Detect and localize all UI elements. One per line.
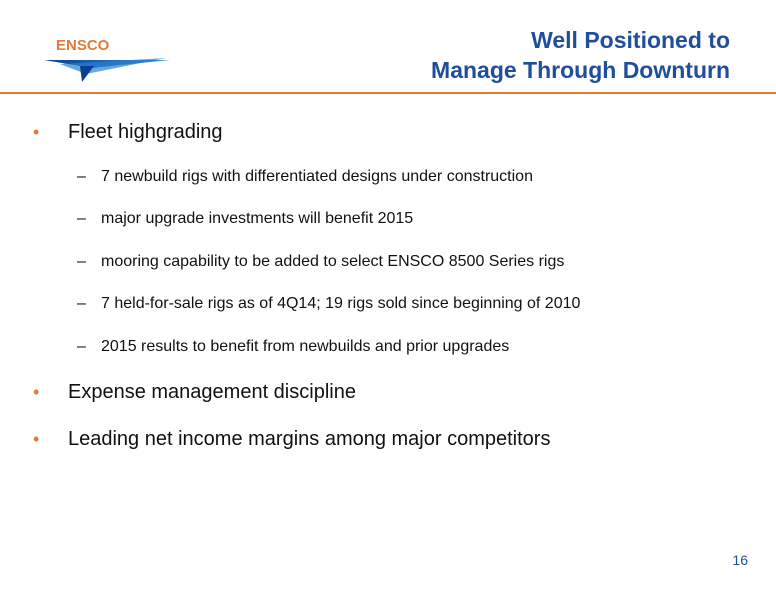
bullet-text: Leading net income margins among major competitors [68, 428, 551, 450]
bullet-item [33, 121, 223, 144]
bullet-item [33, 428, 550, 451]
bullet-marker: • [33, 122, 40, 142]
bullet-text: Expense management discipline [68, 381, 356, 403]
title-line-1: Well Positioned to [531, 27, 730, 53]
sub-bullet-item [77, 168, 533, 186]
title-line-2: Manage Through Downturn [431, 57, 730, 83]
sub-bullet-text: 2015 results to benefit from newbuilds and prior upgrades [101, 338, 510, 355]
dash-marker: – [77, 295, 86, 312]
sub-bullet-text: major upgrade investments will benefit 2015 [101, 210, 414, 227]
bullet-marker: • [33, 429, 40, 449]
sub-bullet-item [77, 338, 509, 356]
sub-bullet-item [77, 253, 564, 271]
dash-marker: – [77, 210, 86, 227]
bullet-item [33, 381, 356, 404]
slide-title [431, 25, 730, 85]
sub-bullet-text: 7 held-for-sale rigs as of 4Q14; 19 rigs sold since beginning of 2010 [101, 295, 581, 312]
ensco-logo [40, 24, 180, 86]
ensco-logo-mark [40, 24, 180, 86]
bullet-text: Fleet highgrading [68, 121, 223, 143]
logo-text: ENSCO [56, 37, 110, 54]
sub-bullet-item [77, 295, 580, 313]
dash-marker: – [77, 168, 86, 185]
sub-bullet-text: 7 newbuild rigs with differentiated designs under construction [101, 168, 533, 185]
title-divider [0, 92, 776, 94]
sub-bullet-item [77, 210, 413, 228]
sub-bullet-text: mooring capability to be added to select ENSCO 8500 Series rigs [101, 253, 565, 270]
page-number: 16 [732, 552, 748, 568]
dash-marker: – [77, 253, 86, 270]
bullet-marker: • [33, 382, 40, 402]
dash-marker: – [77, 338, 86, 355]
